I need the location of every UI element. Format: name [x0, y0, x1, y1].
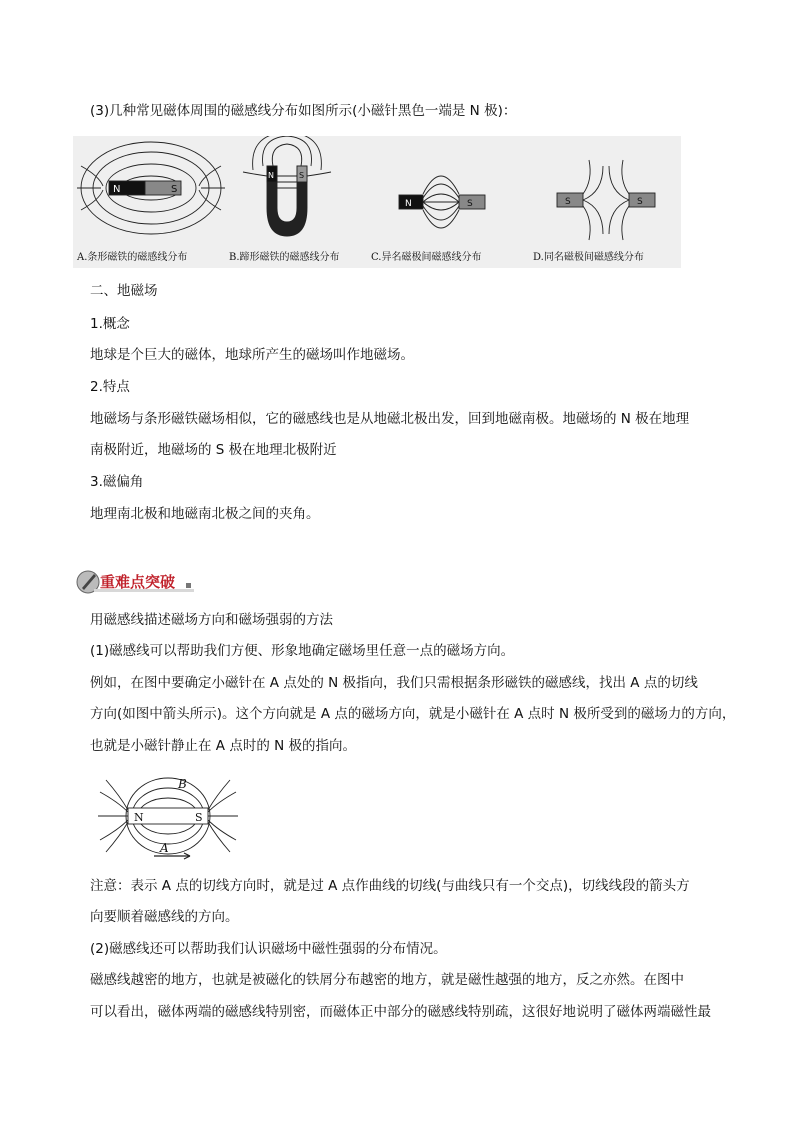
section3-p5b: 可以看出，磁体两端的磁感线特别密，而磁体正中部分的磁感线特别疏，这很好地说明了磁体两端磁性最: [90, 1004, 711, 1020]
section2-sub2: 2.特点: [90, 379, 130, 395]
fig-c-caption: C.异名磁极间磁感线分布: [371, 252, 482, 263]
section2-sub3: 3.磁偏角: [90, 474, 144, 490]
key-points-banner: [74, 566, 199, 598]
fig-c-s-label: S: [467, 199, 473, 209]
section2-title: 二、地磁场: [90, 283, 158, 299]
section3-p3b: 向要顺着磁感线的方向。: [90, 909, 239, 925]
fig-a-n-label: N: [113, 184, 121, 195]
magnetic-field-figures-svg: [73, 136, 681, 268]
magnetic-field-figures: [73, 136, 681, 268]
section3-p2a: 例如，在图中要确定小磁针在 A 点处的 N 极指向，我们只需根据条形磁铁的磁感线，找出 A 点的切线: [90, 675, 698, 691]
fig-b-n-label: N: [268, 171, 274, 180]
fig2-b-label: B: [178, 777, 187, 791]
section2-p2a: 地磁场与条形磁铁磁场相似，它的磁感线也是从地磁北极出发，回到地磁南极。地磁场的 N 极在地理: [90, 411, 690, 427]
fig-d-s-label-right: S: [637, 197, 643, 207]
intro-paragraph: (3)几种常见磁体周围的磁感线分布如图所示(小磁针黑色一端是 N 极)：: [90, 103, 517, 119]
section3-p2b: 方向(如图中箭头所示)。这个方向就是 A 点的磁场方向，就是小磁针在 A 点时 N 极所受到的磁场力的方向，: [90, 706, 736, 722]
fig-a-caption: A.条形磁铁的磁感线分布: [77, 252, 188, 263]
fig-b-caption: B.蹄形磁铁的磁感线分布: [229, 252, 340, 263]
fig2-a-label: A: [160, 841, 169, 855]
section3-p2c: 也就是小磁针静止在 A 点时的 N 极的指向。: [90, 738, 356, 754]
fig2-n-label: N: [134, 811, 144, 824]
banner-svg: [74, 566, 199, 598]
section2-p2b: 南极附近，地磁场的 S 极在地理北极附近: [90, 442, 337, 458]
fig-c-n-label: N: [405, 199, 412, 209]
section2-p3: 地理南北极和地磁南北极之间的夹角。: [90, 506, 320, 522]
fig2-s-label: S: [195, 811, 203, 824]
section2-p1: 地球是个巨大的磁体，地球所产生的磁场叫作地磁场。: [90, 347, 414, 363]
fig-b-s-label: S: [299, 171, 305, 180]
section2-sub1: 1.概念: [90, 316, 130, 332]
fig-d-s-label-left: S: [565, 197, 571, 207]
figure-a-bar-magnet: [77, 142, 225, 234]
section3-title: 用磁感线描述磁场方向和磁场强弱的方法: [90, 612, 333, 628]
figure-b-horseshoe-magnet: [243, 136, 331, 236]
section3-p4: (2)磁感线还可以帮助我们认识磁场中磁性强弱的分布情况。: [90, 941, 447, 957]
fig-a-s-label: S: [171, 184, 178, 195]
section3-p1: (1)磁感线可以帮助我们方便、形象地确定磁场里任意一点的磁场方向。: [90, 643, 515, 659]
bar-magnet-tangent-svg: [98, 772, 238, 862]
section3-p3a: 注意：表示 A 点的切线方向时，就是过 A 点作曲线的切线(与曲线只有一个交点)，切线线段的箭头方: [90, 878, 690, 894]
bar-magnet-tangent-figure: [98, 772, 238, 862]
fig-d-caption: D.同名磁极间磁感线分布: [533, 252, 644, 263]
section3-p5a: 磁感线越密的地方，也就是被磁化的铁屑分布越密的地方，就是磁性越强的地方，反之亦然。在图中: [90, 972, 684, 988]
banner-label: 重难点突破: [100, 573, 176, 591]
